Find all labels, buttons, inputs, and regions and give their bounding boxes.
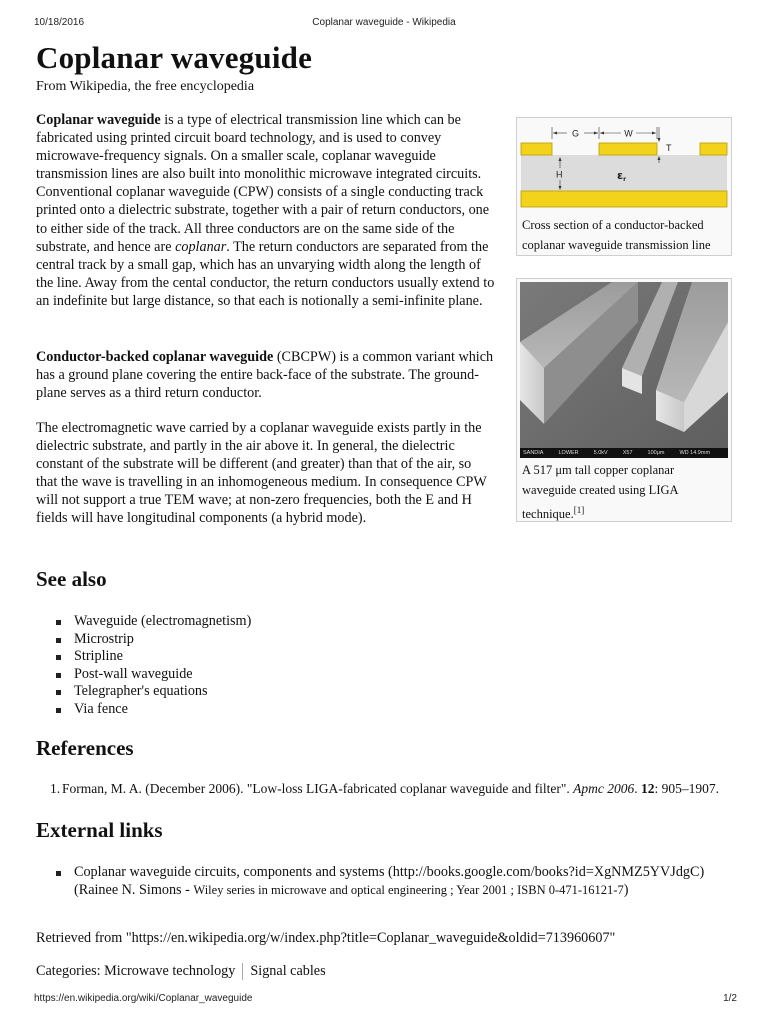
label-epsilon: εr <box>617 169 627 183</box>
em-wave-text: The electromagnetic wave carried by a coplanar waveguide exists partly in the dielectric substrate, and partly in the air above it. In general, the dielectric constant of the substrate will be different (and greater) than that of the air, so that the wave is travelling in an inhomogeneous medium. In consequence CPW will not support a true TEM wave; at non-zero frequencies, both the E and H fields will have longitudinal components (a hybrid mode). <box>36 420 487 527</box>
right-return-conductor <box>700 143 727 155</box>
retrieved-from[interactable]: Retrieved from "https://en.wikipedia.org/w/index.php?title=Coplanar_waveguide&oldid=713960607" <box>36 930 616 946</box>
external-link-text[interactable]: Coplanar waveguide circuits, components and systems (http://books.google.com/books?id=XgNMZ5YVJdgC) (Rainee N. Simons - <box>74 864 705 898</box>
sem-caption-text: A 517 μm tall copper coplanar waveguide created using LIGA technique. <box>522 463 678 522</box>
label-t: T <box>666 143 672 153</box>
print-url: https://en.wikipedia.org/wiki/Coplanar_waveguide <box>34 993 253 1004</box>
sem-label-detector: LOWER <box>558 450 579 456</box>
sem-figure <box>516 278 732 522</box>
references-heading: References <box>36 736 134 760</box>
label-w: W <box>624 128 633 139</box>
cbcpw-text: (CBCPW) is a common variant which has a ground plane covering the entire back-face of the substrate. The ground-plane serves as a third return conductor. <box>36 349 494 402</box>
intro-text-2: . The return conductors are separated from the central track by a small gap, which has an unvarying width along the length of the line. Away from the cental conductor, the return conductors usually extend to an indefinite but large distance, so that each is notionally a semi-infinite plane. <box>36 238 495 309</box>
external-link-item <box>56 864 736 899</box>
see-also-item[interactable]: Telegrapher's equations <box>56 683 251 701</box>
cross-section-figure <box>516 117 732 256</box>
cross-section-diagram[interactable] <box>520 121 728 213</box>
see-also-item[interactable]: Waveguide (electromagnetism) <box>56 613 251 631</box>
sem-label-voltage: 5.0kV <box>593 450 608 456</box>
term-italic: coplanar <box>175 238 227 255</box>
reference-item <box>50 781 719 797</box>
sem-image[interactable] <box>520 282 728 458</box>
category-link[interactable]: Microwave technology <box>104 963 236 979</box>
dielectric-substrate <box>521 155 727 191</box>
external-links-list <box>56 864 736 899</box>
external-link-details: Wiley series in microwave and optical engineering ; Year 2001 ; ISBN 0-471-16121-7 <box>193 882 624 897</box>
cbcpw-paragraph <box>36 348 496 402</box>
external-links-heading: External links <box>36 818 163 842</box>
see-also-item[interactable]: Microstrip <box>56 631 251 649</box>
categories-bar <box>36 963 326 980</box>
sem-label-lab: SANDIA <box>523 450 544 456</box>
reference-text[interactable]: Forman, M. A. (December 2006). "Low-loss LIGA-fabricated coplanar waveguide and filter". <box>62 781 574 796</box>
sem-scale-bar <box>520 448 728 458</box>
center-conductor <box>599 143 657 155</box>
category-link[interactable]: Signal cables <box>250 963 326 979</box>
intro-paragraph <box>36 111 496 310</box>
label-g: G <box>571 128 580 139</box>
tagline: From Wikipedia, the free encyclopedia <box>36 79 255 94</box>
reference-journal: Apmc 2006 <box>573 781 635 796</box>
categories-label: Categories: <box>36 963 101 979</box>
cross-section-caption: Cross section of a conductor-backed coplanar waveguide transmission line <box>522 218 711 252</box>
print-page-number: 1/2 <box>723 993 737 1004</box>
see-also-list <box>56 613 251 719</box>
em-wave-paragraph <box>36 419 496 528</box>
external-link-close: ) <box>623 881 629 898</box>
reference-pages: : 905–1907. <box>654 781 719 796</box>
references-list <box>50 781 719 797</box>
left-return-conductor <box>521 143 552 155</box>
reference-separator: . <box>634 781 641 796</box>
see-also-item[interactable]: Post-wall waveguide <box>56 666 251 684</box>
sem-label-magnification: X57 <box>622 450 633 456</box>
see-also-item[interactable]: Via fence <box>56 701 251 719</box>
page-title: Coplanar waveguide <box>36 40 313 75</box>
see-also-heading: See also <box>36 567 107 591</box>
label-h: H <box>556 169 563 180</box>
see-also-item[interactable]: Stripline <box>56 648 251 666</box>
ground-plane <box>521 191 727 207</box>
sem-label-scale: 100μm <box>647 450 665 456</box>
intro-text-1: is a type of electrical transmission line which can be fabricated using printed circuit board technology, and is used to convey microwave-frequency signals. On a smaller scale, coplanar waveguide transmission lines are also built into monolithic microwave integrated circuits. Conventional coplanar waveguide (CPW) consists of a single conducting track printed onto a dielectric substrate, together with a pair of return conductors, one to either side of the track. All three conductors are on the same side of the substrate, and hence are <box>36 112 490 255</box>
sem-label-working-distance: WD 14.9mm <box>679 450 711 456</box>
term-bold: Coplanar waveguide <box>36 112 161 128</box>
print-page-title: Coplanar waveguide - Wikipedia <box>312 17 456 28</box>
sem-caption <box>520 458 728 524</box>
footnote-link-1[interactable]: [1] <box>573 505 585 515</box>
category-separator <box>242 963 243 980</box>
print-date: 10/18/2016 <box>34 17 85 28</box>
reference-volume: 12 <box>640 781 655 796</box>
sem-micrograph <box>520 282 728 458</box>
reference-number: 1. <box>50 781 61 796</box>
cbcpw-term: Conductor-backed coplanar waveguide <box>36 349 274 365</box>
